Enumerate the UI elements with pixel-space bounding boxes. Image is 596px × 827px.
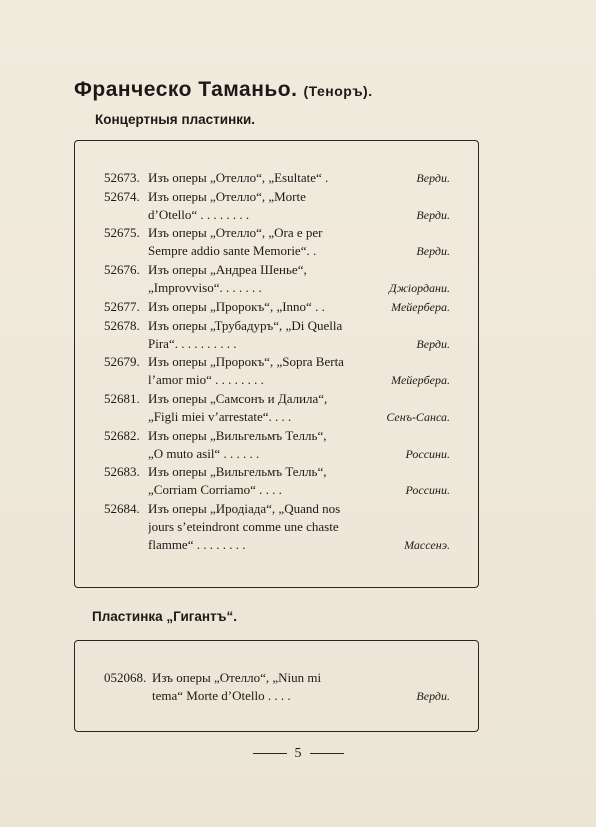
concert-records-heading: Концертныя пластинки. [95,112,256,127]
record-entry [104,188,450,224]
record-composer: Массенэ. [404,538,450,552]
record-title-line: Изъ оперы „Пророкъ“, „Inno“ . . [148,298,325,314]
record-title-line: d’Otello“ . . . . . . . . [148,206,250,222]
record-number: 52673. [104,170,140,185]
giant-record-heading: Пластинка „Гигантъ“. [92,609,237,624]
record-composer: Верди. [416,336,450,351]
record-title [148,390,376,426]
record-composer: Сенъ-Санса. [386,409,450,424]
record-number: 52678. [104,317,140,333]
record-entry [104,669,450,705]
record-entry [104,353,450,389]
record-title-line: „O muto asil“ . . . . . . [148,445,260,461]
record-title [148,261,376,297]
record-number: 52681. [104,390,140,406]
record-title-line: „Improvviso“. . . . . . . [148,280,262,296]
record-composer: Верди. [416,171,450,185]
record-composer: Мейербера. [391,299,450,314]
record-title [152,669,380,705]
record-number: 52683. [104,464,140,480]
record-entry [104,463,450,499]
record-title [148,353,376,389]
record-title-line: tema“ Morte d’Otello . . . . [152,688,291,703]
record-composer: Джіордани. [389,281,450,296]
record-entry [104,169,450,187]
record-entry [104,427,450,463]
record-entry [104,224,450,260]
footer-dash-left [253,753,287,754]
record-entry [104,500,450,554]
page-footer [0,746,596,762]
record-title [148,463,376,499]
voice-type: (Теноръ). [303,83,373,99]
record-title [148,427,376,463]
record-title-line: jours s’eteindront comme une chaste [148,519,339,534]
record-entry [104,390,450,426]
artist-name: Франческо Таманьо. [74,78,298,101]
record-composer: Россини. [405,446,450,461]
record-title-line: flamme“ . . . . . . . . [148,537,246,552]
record-number: 52675. [104,225,140,241]
record-title [148,188,376,224]
record-title [148,500,376,554]
record-title-line: l’amor mio“ . . . . . . . . [148,372,264,388]
record-entry [104,261,450,297]
record-composer: Верди. [416,207,450,222]
record-title-line: Изъ оперы „Отелло“, „Niun mi [152,670,322,685]
record-title-line: Изъ оперы „Самсонъ и Далила“, [148,390,328,406]
record-title-line: Изъ оперы „Андреа Шенье“, [148,262,307,278]
record-title-line: Изъ оперы „Отелло“, „Morte [148,188,306,204]
record-composer: Мейербера. [391,373,450,388]
page-number: 5 [294,746,302,761]
record-title-line: Изъ оперы „Трубадуръ“, „Di Quella [148,317,343,333]
record-composer: Верди. [416,689,450,703]
record-number: 52677. [104,298,140,314]
footer-dash-right [310,753,344,754]
record-number: 52674. [104,188,140,204]
record-title-line: „Figli miei v’arrestate“. . . . [148,408,292,424]
record-title-line: Изъ оперы „Пророкъ“, „Sopra Berta [148,354,344,370]
record-number: 52679. [104,354,140,370]
record-number: 52682. [104,427,140,443]
record-title-line: Изъ оперы „Вильгельмъ Телль“, [148,464,327,480]
record-title-line: Sempre addio sante Memorie“. . [148,243,317,259]
record-title-line: Изъ оперы „Иродіада“, „Quand nos [148,501,341,516]
record-number: 52676. [104,262,140,278]
record-title-line: „Corriam Corriamo“ . . . . [148,482,282,498]
record-title-line: Изъ оперы „Отелло“, „Ora e per [148,225,323,241]
record-title-line: Pira“. . . . . . . . . . [148,335,237,351]
record-title [148,169,376,187]
page-title [74,78,373,102]
record-title-line: Изъ оперы „Отелло“, „Esultate“ . [148,170,329,185]
record-title [148,224,376,260]
record-title-line: Изъ оперы „Вильгельмъ Телль“, [148,427,327,443]
record-composer: Верди. [416,244,450,259]
record-composer: Россини. [405,483,450,498]
record-title [148,317,376,353]
record-entry [104,298,450,316]
record-number: 052068. [104,670,147,685]
record-entry [104,317,450,353]
record-title [148,298,376,316]
record-number: 52684. [104,501,140,516]
